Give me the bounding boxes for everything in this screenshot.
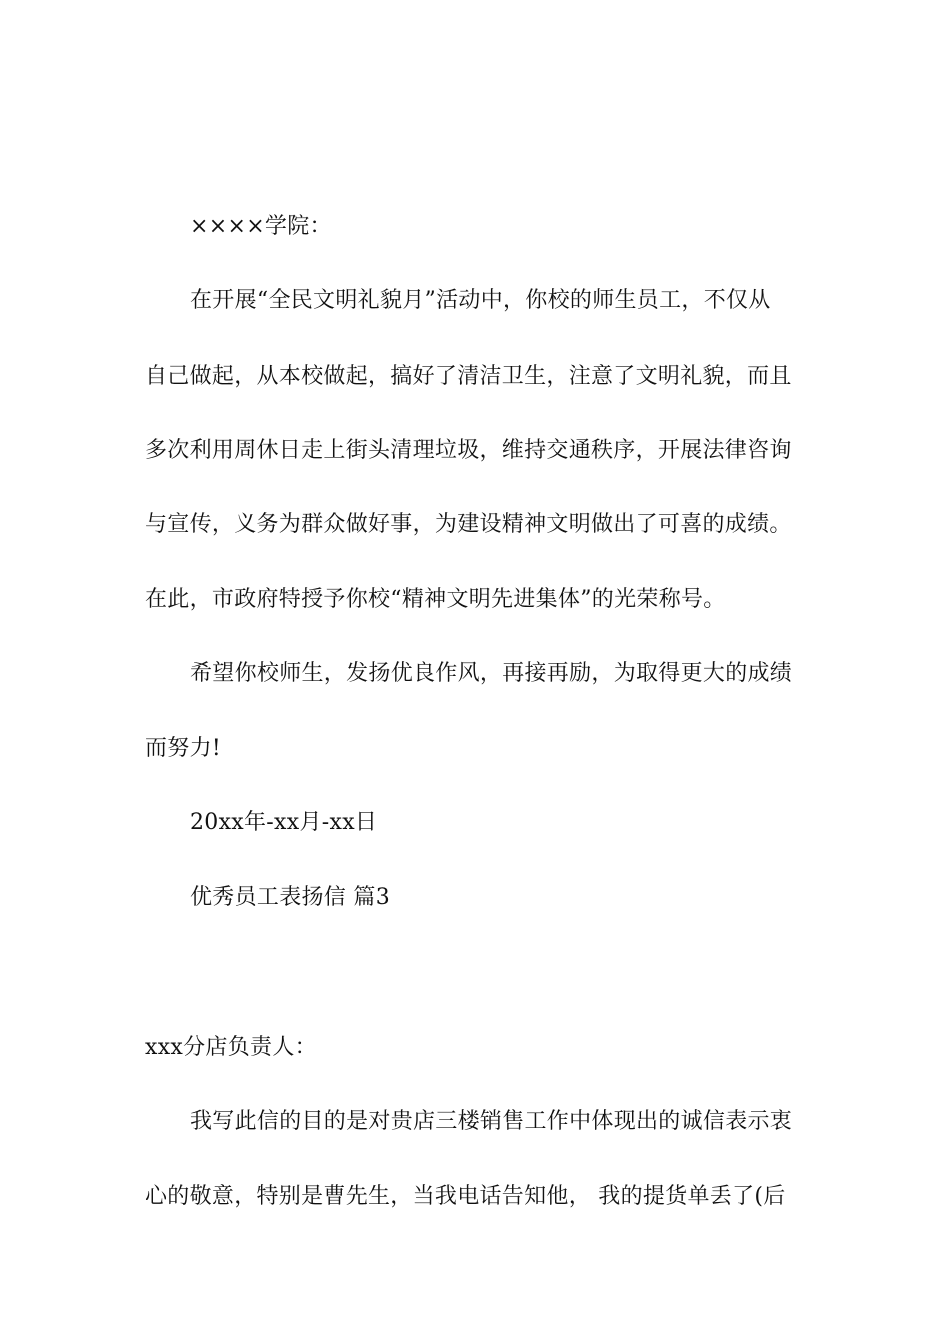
section-heading: 优秀员工表扬信 篇3	[190, 885, 390, 910]
paragraph-line: 心的敬意，特别是曹先生，当我电话告知他， 我的提货单丢了(后	[145, 1184, 786, 1209]
paragraph-line: 多次利用周休日走上街头清理垃圾，维持交通秩序，开展法律咨询	[145, 438, 792, 463]
paragraph-line: 希望你校师生，发扬优良作风，再接再励，为取得更大的成绩	[190, 661, 793, 686]
paragraph-line: 与宣传，义务为群众做好事，为建设精神文明做出了可喜的成绩。	[145, 512, 792, 537]
paragraph-line: 而努力!	[145, 736, 222, 761]
salutation-branch-manager: xxx分店负责人：	[145, 1035, 317, 1060]
paragraph-line: 在此，市政府特授予你校“精神文明先进集体”的光荣称号。	[145, 587, 726, 612]
paragraph-line: 自己做起，从本校做起，搞好了清洁卫生，注意了文明礼貌，而且	[145, 364, 792, 389]
paragraph-line: 在开展“全民文明礼貌月”活动中，你校的师生员工，不仅从	[190, 288, 771, 313]
salutation-college: ××××学院：	[190, 214, 332, 239]
date-line: 20xx年-xx月-xx日	[190, 810, 378, 835]
paragraph-line: 我写此信的目的是对贵店三楼销售工作中体现出的诚信表示衷	[190, 1109, 793, 1134]
